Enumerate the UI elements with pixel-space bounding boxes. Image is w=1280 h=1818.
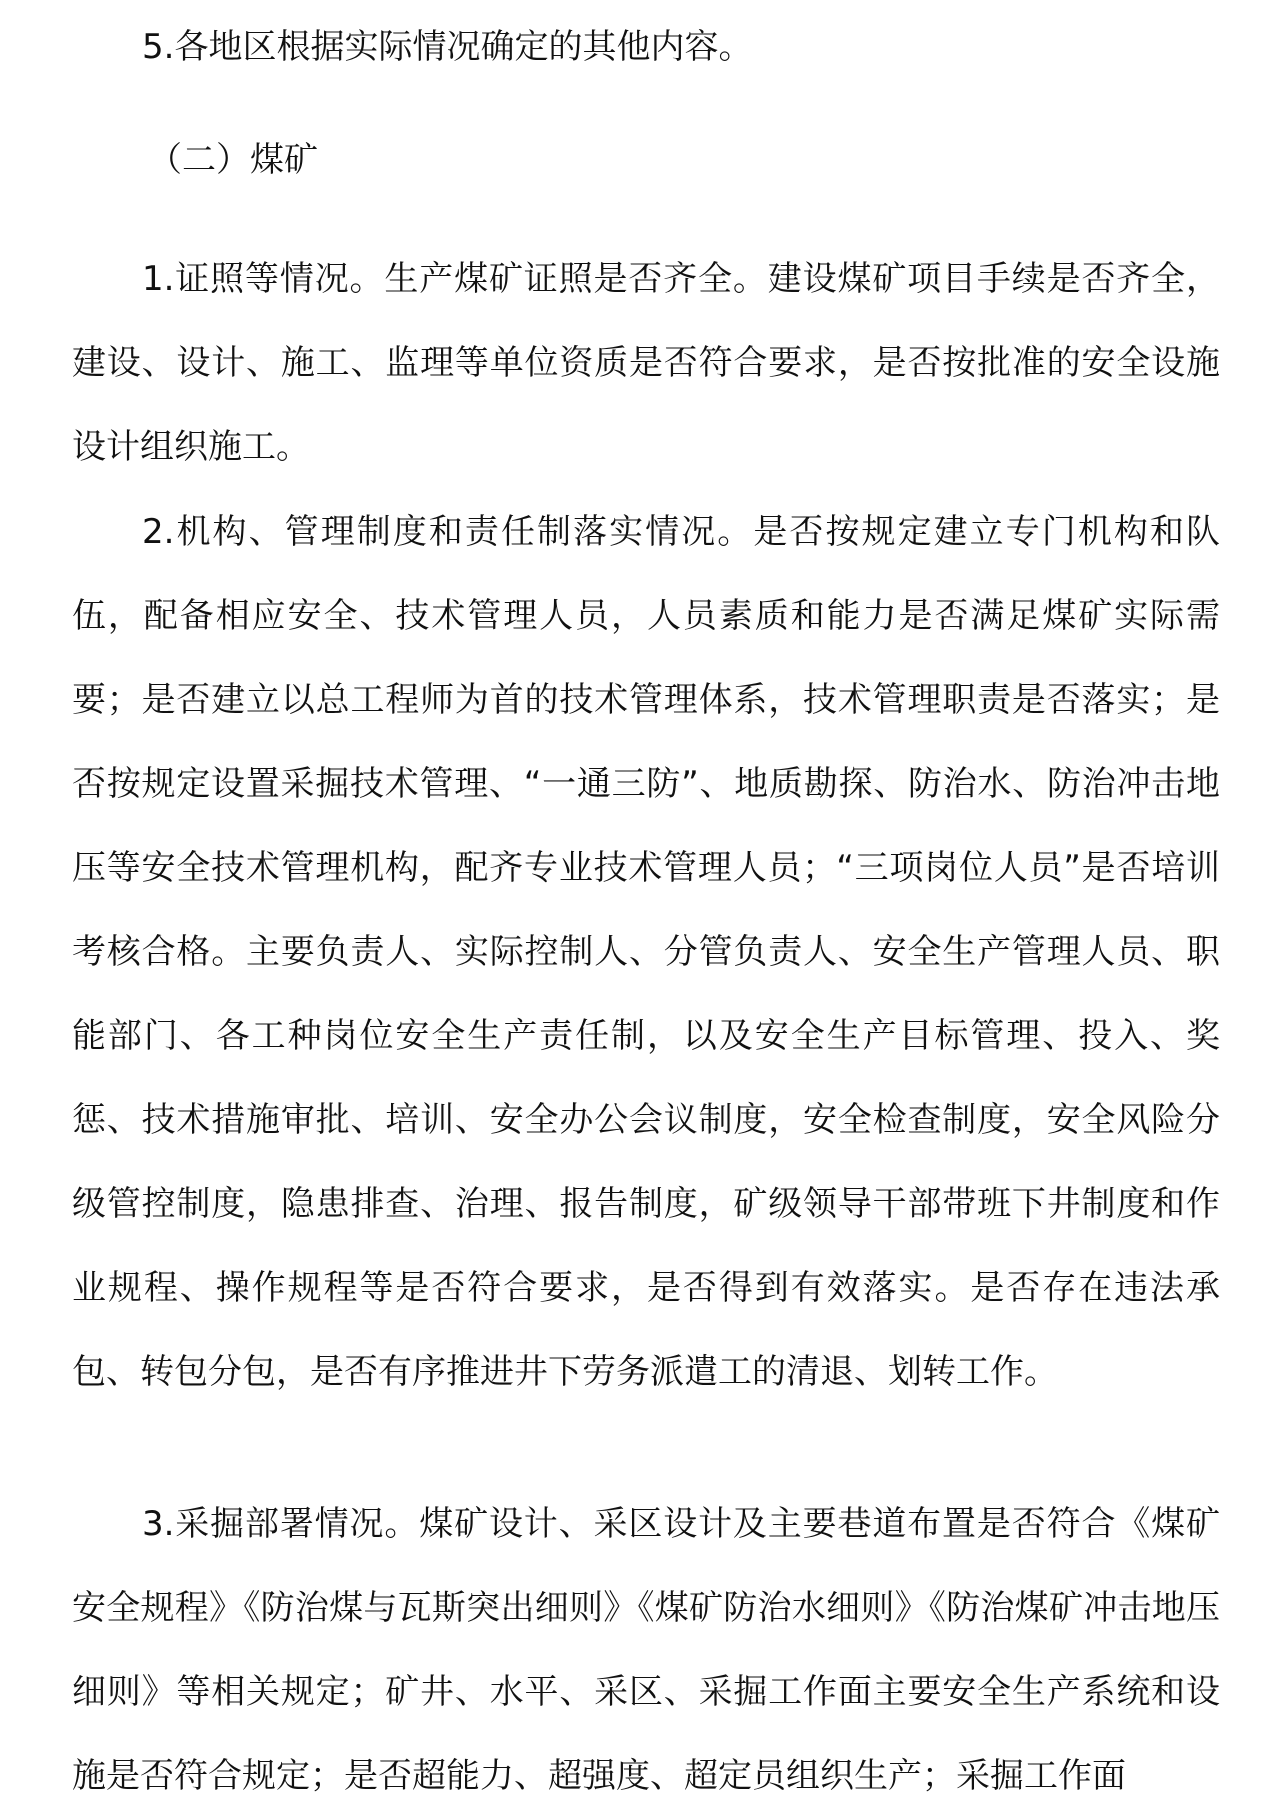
paragraph-item-3-mining-deployment: 3.采掘部署情况。煤矿设计、采区设计及主要巷道布置是否符合《煤矿安全规程》《防治煤与瓦斯突出细则》《煤矿防治水细则》《防治煤矿冲击地压细则》等相关规定；矿井、水平、采区、采掘工作面主要安全生产系统和设施是否符合规定；是否超能力、超强度、超定员组织生产；采掘工作面	[72, 1504, 1220, 1796]
paragraph-item-2-organization: 2.机构、管理制度和责任制落实情况。是否按规定建立专门机构和队伍，配备相应安全、技术管理人员，人员素质和能力是否满足煤矿实际需要；是否建立以总工程师为首的技术管理体系，技术管理职责是否落实；是否按规定设置采掘技术管理、“一通三防”、地质勘探、防治水、防治冲击地压等安全技术管理机构，配齐专业技术管理人员；“三项岗位人员”是否培训考核合格。主要负责人、实际控制人、分管负责人、安全生产管理人员、职能部门、各工种岗位安全生产责任制，以及安全生产目标管理、投入、奖惩、技术措施审批、培训、安全办公会议制度，安全检查制度，安全风险分级管控制度，隐患排查、治理、报告制度，矿级领导干部带班下井制度和作业规程、操作规程等是否符合要求，是否得到有效落实。是否存在违法承包、转包分包，是否有序推进井下劳务派遣工的清退、划转工作。	[72, 512, 1220, 1392]
section-heading-coal-mine: （二）煤矿	[148, 140, 318, 180]
paragraph-item-1-licenses: 1.证照等情况。生产煤矿证照是否齐全。建设煤矿项目手续是否齐全，建设、设计、施工、监理等单位资质是否符合要求，是否按批准的安全设施设计组织施工。	[72, 259, 1220, 467]
paragraph-item-5: 5.各地区根据实际情况确定的其他内容。	[142, 27, 753, 67]
